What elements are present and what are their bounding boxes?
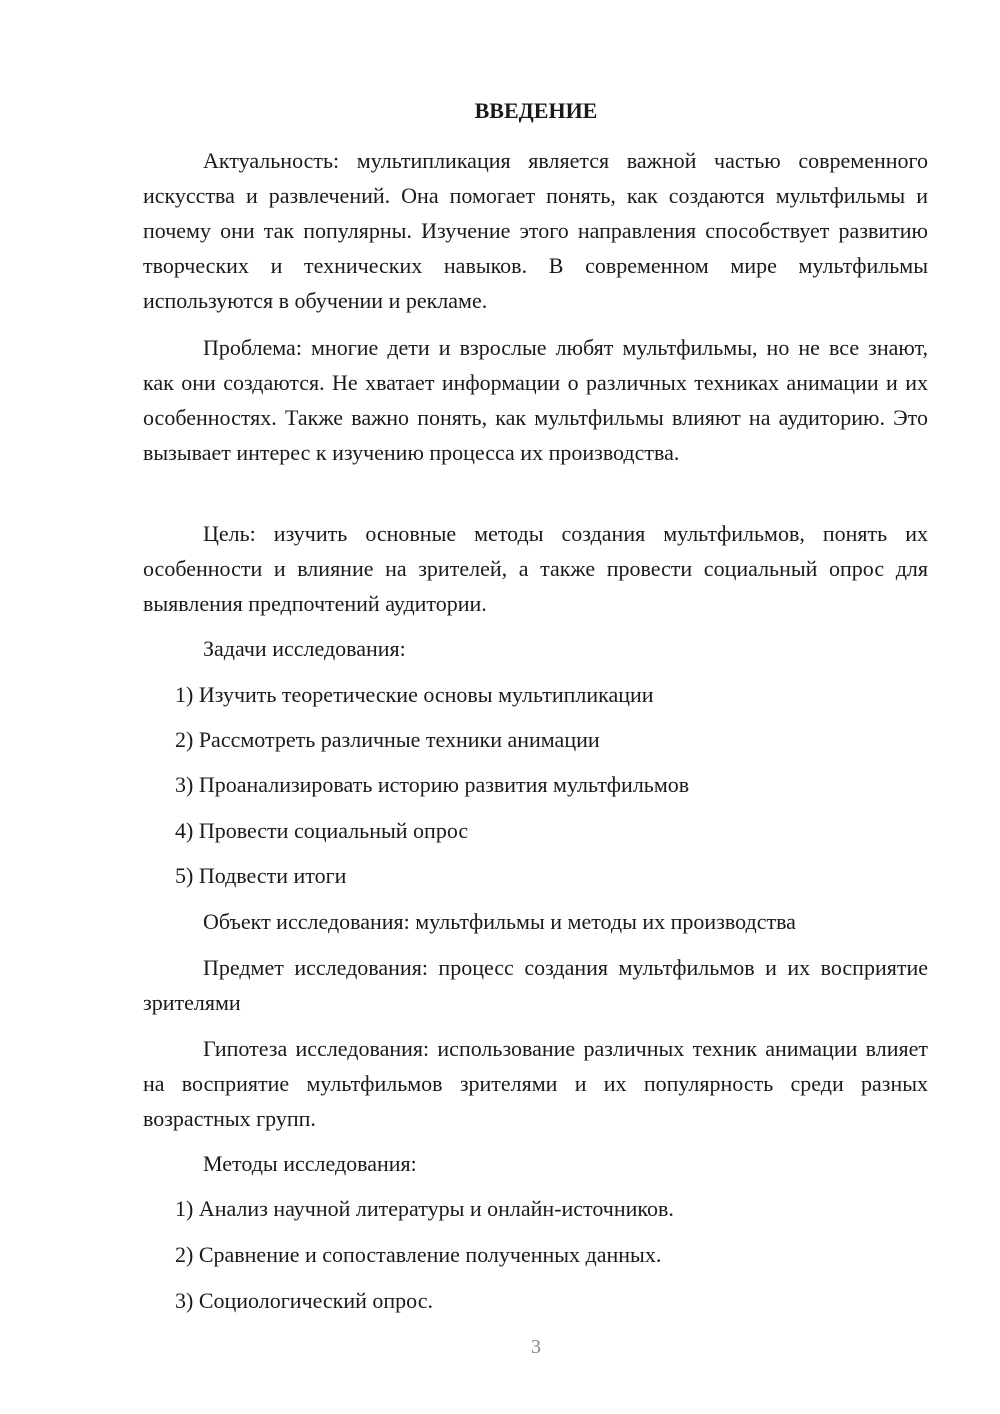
page-number: 3 bbox=[531, 1336, 541, 1358]
methods-heading: Методы исследования: bbox=[203, 1151, 417, 1176]
task-item: 5) Подвести итоги bbox=[175, 863, 347, 888]
method-item: 1) Анализ научной литературы и онлайн-источников. bbox=[175, 1196, 674, 1221]
task-item: 1) Изучить теоретические основы мультипликации bbox=[175, 682, 654, 707]
task-item: 4) Провести социальный опрос bbox=[175, 818, 469, 843]
problem-paragraph: Проблема: многие дети и взрослые любят мультфильмы, но не все знают, как они создаются. Не хватает информации о различных техниках анимации и их особенностях. Также важно понять, как мультфильмы влияют на аудиторию. Это вызывает интерес к изучению процесса их производства. bbox=[143, 335, 928, 465]
method-item: 3) Социологический опрос. bbox=[175, 1288, 433, 1313]
object-paragraph: Объект исследования: мультфильмы и методы их производства bbox=[203, 909, 796, 934]
task-item: 3) Проанализировать историю развития мультфильмов bbox=[175, 772, 690, 797]
method-item: 2) Сравнение и сопоставление полученных данных. bbox=[175, 1242, 662, 1267]
tasks-heading: Задачи исследования: bbox=[203, 636, 406, 661]
document-title: ВВЕДЕНИЕ bbox=[474, 98, 598, 123]
relevance-paragraph: Актуальность: мультипликация является важной частью современного искусства и развлечений. Она помогает понять, как создаются мультфильмы и почему они так популярны. Изучение этого направления способствует развитию творческих и технических навыков. В современном мире мультфильмы используются в обучении и рекламе. bbox=[143, 148, 928, 313]
goal-paragraph: Цель: изучить основные методы создания мультфильмов, понять их особенности и влияние на зрителей, а также провести социальный опрос для выявления предпочтений аудитории. bbox=[143, 521, 928, 616]
task-item: 2) Рассмотреть различные техники анимации bbox=[175, 727, 600, 752]
hypothesis-paragraph: Гипотеза исследования: использование различных техник анимации влияет на восприятие мультфильмов зрителями и их популярность среди разных возрастных групп. bbox=[143, 1036, 928, 1131]
subject-paragraph: Предмет исследования: процесс создания мультфильмов и их восприятие зрителями bbox=[143, 955, 928, 1015]
